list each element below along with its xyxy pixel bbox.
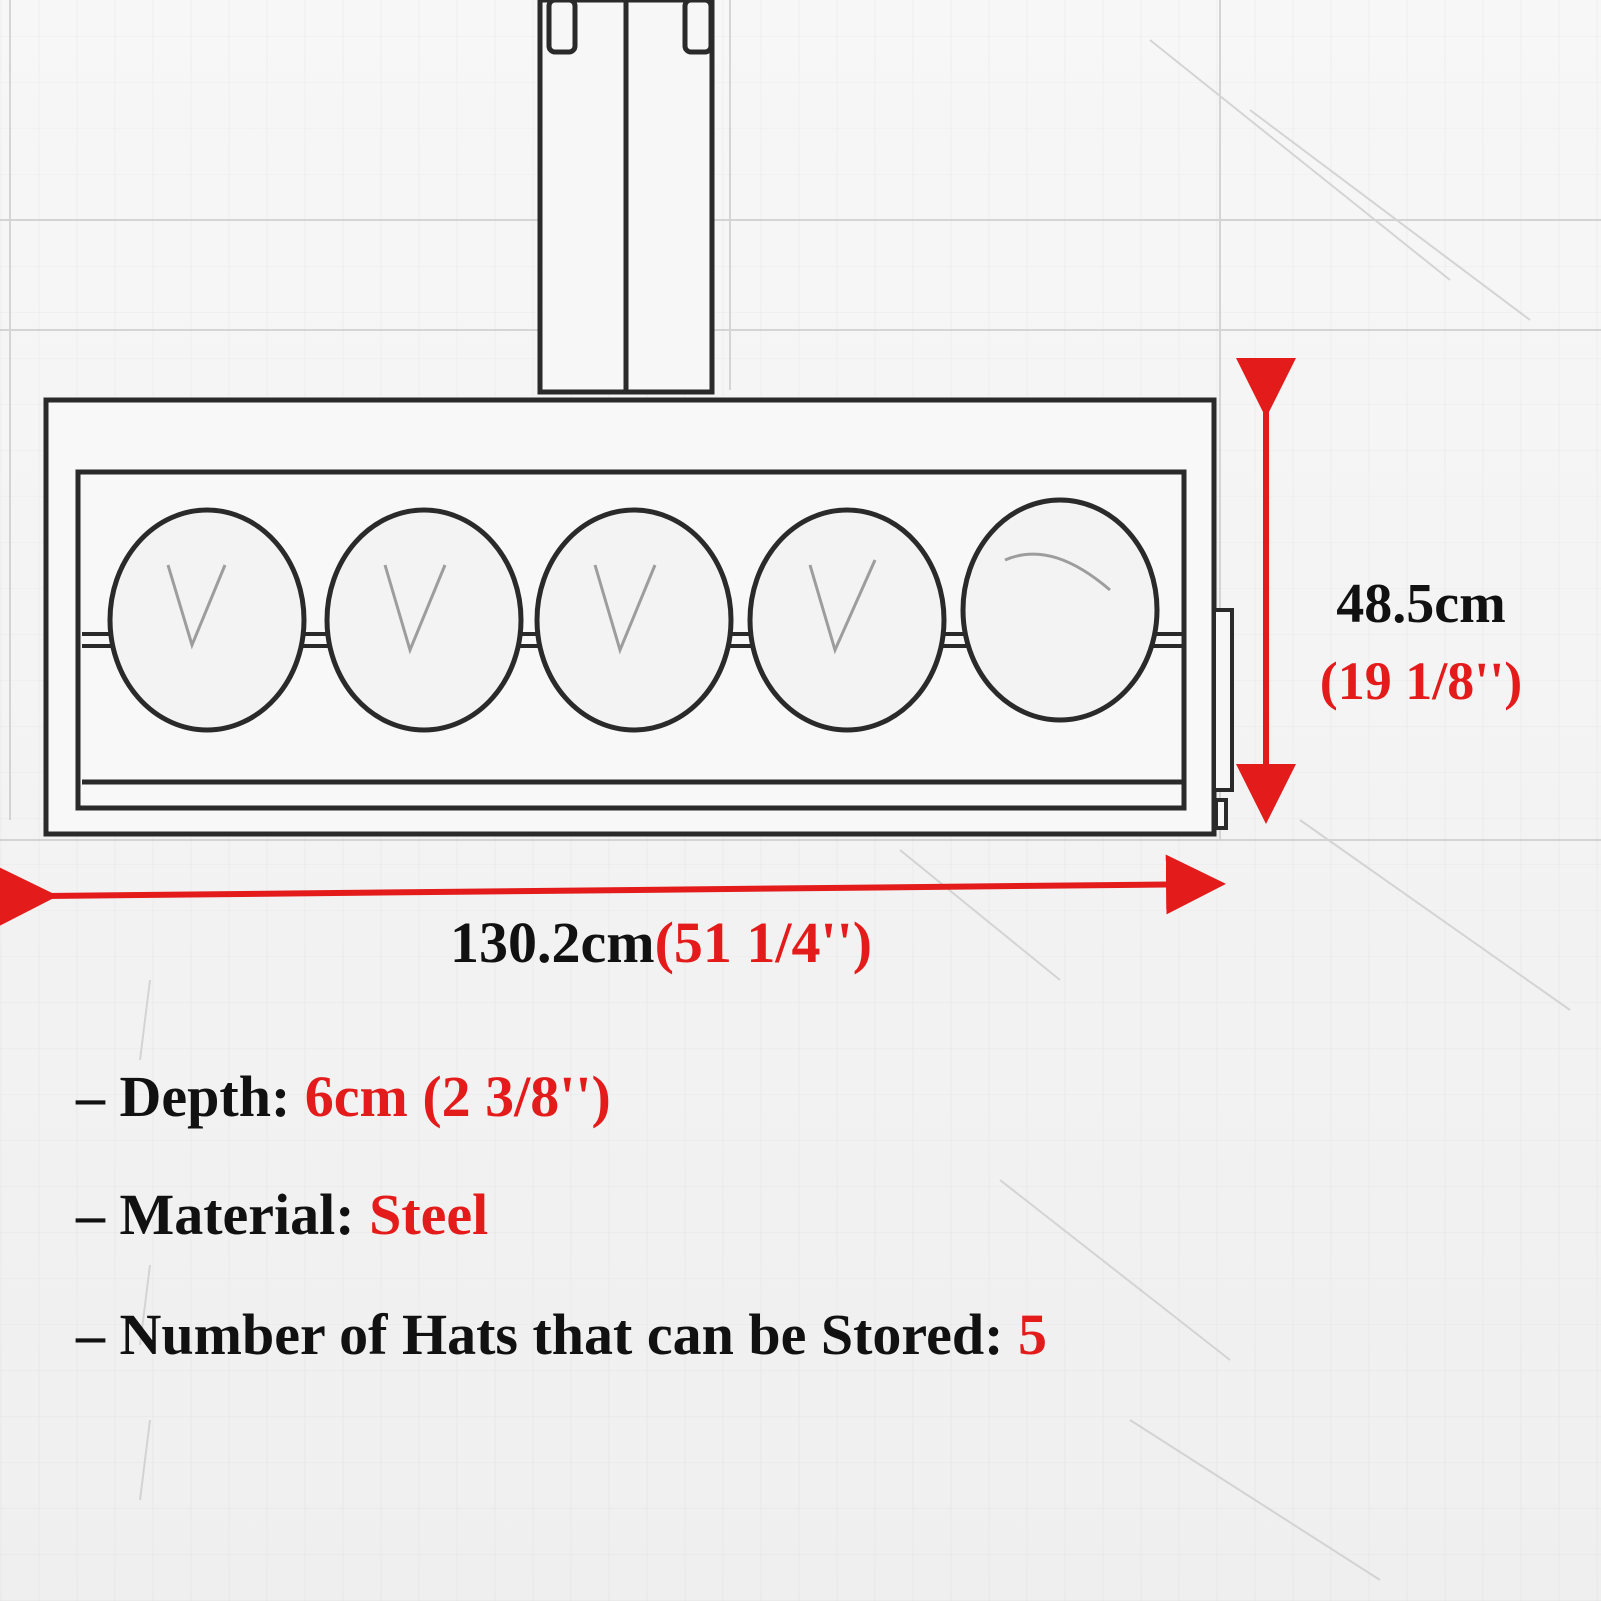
spec-hat-capacity — [76, 1302, 1047, 1367]
hat-3 — [537, 510, 731, 730]
width-cm: 130.2cm — [450, 910, 655, 975]
spec-depth — [76, 1064, 611, 1129]
spec-depth-label: – Depth: — [76, 1064, 305, 1129]
width-arrow — [46, 884, 1214, 896]
side-bracket — [1214, 610, 1232, 828]
width-dimension — [450, 910, 873, 975]
spec-hat-capacity-value: 5 — [1017, 1302, 1047, 1367]
height-dimension — [1306, 573, 1536, 711]
hat-2 — [327, 510, 521, 730]
spec-material-value: Steel — [369, 1182, 489, 1247]
spec-depth-value: 6cm (2 3/8'') — [304, 1064, 611, 1129]
spec-material-label: – Material: — [76, 1182, 370, 1247]
mount-posts — [540, 0, 712, 392]
width-in: (51 1/4'') — [654, 910, 873, 975]
hat-5 — [963, 500, 1157, 720]
height-in: (19 1/8'') — [1319, 651, 1523, 711]
spec-hat-capacity-label: – Number of Hats that can be Stored: — [76, 1302, 1018, 1367]
hat-1 — [110, 510, 304, 730]
height-cm: 48.5cm — [1336, 573, 1506, 635]
spec-material — [76, 1182, 489, 1247]
